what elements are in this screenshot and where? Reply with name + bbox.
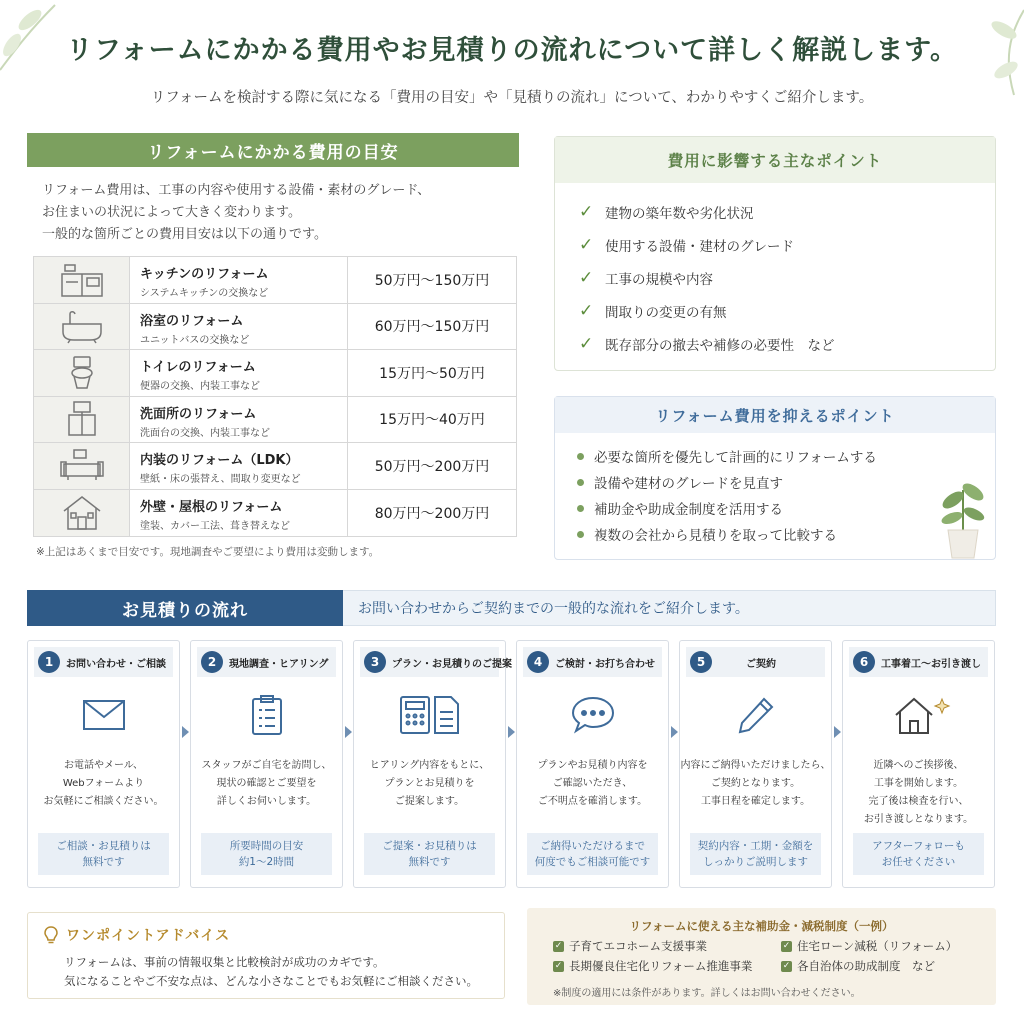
cost-item-desc: 洗面台の交換、内装工事など <box>140 427 270 439</box>
cost-item-desc: 便器の交換、内装工事など <box>140 381 260 392</box>
arrow-right-icon <box>508 726 515 738</box>
list-item: ✓ 各自治体の助成制度 など <box>782 959 935 973</box>
cost-note: ※上記はあくまで目安です。現地調査やご要望により費用は変動します。 <box>36 546 380 558</box>
bullet-icon <box>577 453 584 460</box>
cost-item-title: 浴室のリフォーム <box>140 313 244 329</box>
cost-intro-line: お住まいの状況によって大きく変わります。 <box>42 205 301 220</box>
sofa-icon <box>34 443 130 489</box>
arrow-right-icon <box>834 726 841 738</box>
advice-text: リフォームは、事前の情報収集と比較検討が成功のカギです。 気になることやご不安な点は、どんな小さなことでもお気軽にご相談ください。 <box>64 955 478 988</box>
flow-description: お問い合わせからご契約までの一般的な流れをご紹介します。 <box>358 601 749 617</box>
cost-item-price: 80万円～200万円 <box>374 505 490 522</box>
cost-item-price: 50万円～200万円 <box>374 458 490 475</box>
page-title: リフォームにかかる費用やお見積りの流れについて詳しく解説します。 <box>66 35 958 66</box>
flow-step-2 <box>190 640 343 888</box>
step-number: 1 <box>38 651 60 673</box>
factor-text: 工事の規模や内容 <box>605 271 713 288</box>
cost-item-price: 50万円～150万円 <box>374 272 490 289</box>
cost-item-title: 内装のリフォーム（LDK） <box>140 453 299 468</box>
cost-item-title: 洗面所のリフォーム <box>140 406 257 422</box>
cost-intro-line: 一般的な箇所ごとの費用目安は以下の通りです。 <box>42 227 327 242</box>
checkbox-icon: ✓ <box>782 961 791 971</box>
saving-text: 設備や建材のグレードを見直す <box>594 476 783 492</box>
step-note: アフターフォローも お任せください <box>853 833 984 875</box>
house-icon <box>34 490 130 537</box>
saving-heading: リフォーム費用を抑えるポイント <box>555 397 995 433</box>
cost-item-desc: 壁紙・床の張替え、間取り変更など <box>140 474 301 485</box>
arrow-right-icon <box>345 726 352 738</box>
lightbulb-icon <box>42 925 60 945</box>
saving-text: 補助金や助成金制度を活用する <box>594 502 783 518</box>
arrow-right-icon <box>671 726 678 738</box>
bullet-icon <box>577 505 584 512</box>
table-row <box>34 350 516 397</box>
bullet-icon <box>577 479 584 486</box>
step-note: ご相談・お見積りは 無料です <box>38 833 169 875</box>
clipboard-icon <box>191 685 342 745</box>
flow-step-6 <box>842 640 995 888</box>
list-item <box>579 195 995 228</box>
envelope-icon <box>28 685 179 745</box>
factor-text: 建物の築年数や劣化状況 <box>605 205 754 222</box>
page-subtitle: リフォームを検討する際に気になる「費用の目安」や「見積りの流れ」について、わかりやすくご紹介します。 <box>150 90 874 106</box>
table-row <box>34 304 516 351</box>
step-number: 6 <box>853 651 875 673</box>
step-body: 近隣へのご挨拶後、 工事を開始します。 完了後は検査を行い、 お引き渡しとなります。 <box>863 760 974 825</box>
flow-step-4 <box>516 640 669 888</box>
cost-intro-line: リフォーム費用は、工事の内容や使用する設備・素材のグレード、 <box>42 183 431 198</box>
list-item <box>579 261 995 294</box>
check-icon: ✓ <box>579 267 594 288</box>
flow-step-3 <box>353 640 512 888</box>
list-item: ✓ 子育てエコホーム支援事業 <box>554 939 707 953</box>
toilet-icon <box>34 350 130 396</box>
list-item <box>579 228 995 261</box>
step-body: プランやお見積り内容を ご確認いただき、 ご不明点を確消します。 <box>537 760 648 807</box>
arrow-right-icon <box>182 726 189 738</box>
advice-heading: ワンポイントアドバイス <box>66 928 231 944</box>
list-item <box>577 521 995 547</box>
step-body: ヒアリング内容をもとに、 プランとお見積りを ご提案します。 <box>369 760 490 807</box>
check-icon: ✓ <box>579 300 594 321</box>
kitchen-icon <box>34 257 130 303</box>
list-item <box>579 294 995 327</box>
step-note: ご納得いただけるまで 何度でもご相談可能です <box>527 833 658 875</box>
step-body: お電話やメール、 Webフォームより お気軽にご相談ください。 <box>43 760 164 807</box>
step-note: 所要時間の目安 約1～2時間 <box>201 833 332 875</box>
check-icon: ✓ <box>579 201 594 222</box>
cost-item-desc: システムキッチンの交換など <box>140 288 269 299</box>
factors-panel <box>554 136 996 371</box>
pen-icon <box>680 685 831 745</box>
list-item: ✓ 住宅ローン減税（リフォーム） <box>782 939 958 953</box>
bathtub-icon <box>34 304 130 350</box>
table-row <box>34 443 516 490</box>
washstand-icon <box>34 397 130 443</box>
advice-panel <box>27 912 505 999</box>
table-row <box>34 490 516 537</box>
plant-icon <box>938 470 988 560</box>
list-item <box>579 327 995 360</box>
cost-item-desc: ユニットバスの交換など <box>140 334 250 346</box>
checkbox-icon: ✓ <box>554 941 563 951</box>
list-item <box>577 443 995 469</box>
checkbox-icon: ✓ <box>554 961 563 971</box>
flow-step-1 <box>27 640 180 888</box>
table-row <box>34 397 516 444</box>
step-title: ご契約 <box>746 658 776 670</box>
step-title: 現地調査・ヒアリング <box>229 658 329 670</box>
check-icon: ✓ <box>579 333 594 354</box>
step-body: 内容にご納得いただけましたら、 ご契約となります。 工事日程を確定します。 <box>680 760 831 807</box>
list-item <box>577 469 995 495</box>
step-title: お問い合わせ・ご相談 <box>66 658 166 670</box>
step-title: ご検討・お打ち合わせ <box>555 658 655 670</box>
step-title: プラン・お見積りのご提案 <box>392 658 512 670</box>
step-title: 工事着工～お引き渡し <box>881 658 981 670</box>
subsidy-panel <box>527 908 996 1005</box>
checkbox-icon: ✓ <box>782 941 791 951</box>
flow-heading: お見積りの流れ <box>27 590 343 626</box>
step-body: スタッフがご自宅を訪問し、 現状の確認とご要望を 詳しくお伺いします。 <box>201 760 332 807</box>
subsidy-heading: リフォームに使える主な補助金・減税制度（一例） <box>629 919 894 933</box>
saving-text: 複数の会社から見積りを取って比較する <box>594 528 837 544</box>
step-note: ご提案・お見積りは 無料です <box>364 833 495 875</box>
cost-item-title: キッチンのリフォーム <box>140 267 269 282</box>
step-number: 4 <box>527 651 549 673</box>
saving-text: 必要な箇所を優先して計画的にリフォームする <box>594 450 877 466</box>
factor-text: 間取りの変更の有無 <box>605 304 727 321</box>
step-note: 契約内容・工期・金額を しっかりご説明します <box>690 833 821 875</box>
step-number: 2 <box>201 651 223 673</box>
calculator-icon <box>354 685 505 745</box>
table-row <box>34 257 516 304</box>
bullet-icon <box>577 531 584 538</box>
cost-intro <box>42 180 512 246</box>
flow-step-5 <box>679 640 832 888</box>
house-sparkle-icon <box>843 685 994 745</box>
cost-item-price: 60万円～150万円 <box>374 319 490 336</box>
step-number: 5 <box>690 651 712 673</box>
factor-text: 使用する設備・建材のグレード <box>605 238 794 255</box>
factors-heading: 費用に影響する主なポイント <box>555 137 995 183</box>
cost-heading: リフォームにかかる費用の目安 <box>27 133 519 167</box>
list-item: ✓ 長期優良住宅化リフォーム推進事業 <box>554 959 753 973</box>
factor-text: 既存部分の撤去や補修の必要性 など <box>605 337 835 354</box>
cost-item-price: 15万円～40万円 <box>379 412 485 429</box>
cost-item-title: 外壁・屋根のリフォーム <box>140 499 283 515</box>
cost-item-title: トイレのリフォーム <box>140 360 256 375</box>
saving-panel <box>554 396 996 560</box>
cost-item-desc: 塗装、カバー工法、葺き替えなど <box>140 520 290 532</box>
subsidy-note: ※制度の適用には条件があります。詳しくはお問い合わせください。 <box>553 988 861 999</box>
cost-table <box>33 256 517 537</box>
step-number: 3 <box>364 651 386 673</box>
chat-bubble-icon <box>517 685 668 745</box>
list-item <box>577 495 995 521</box>
cost-item-price: 15万円～50万円 <box>379 365 485 382</box>
check-icon: ✓ <box>579 234 594 255</box>
